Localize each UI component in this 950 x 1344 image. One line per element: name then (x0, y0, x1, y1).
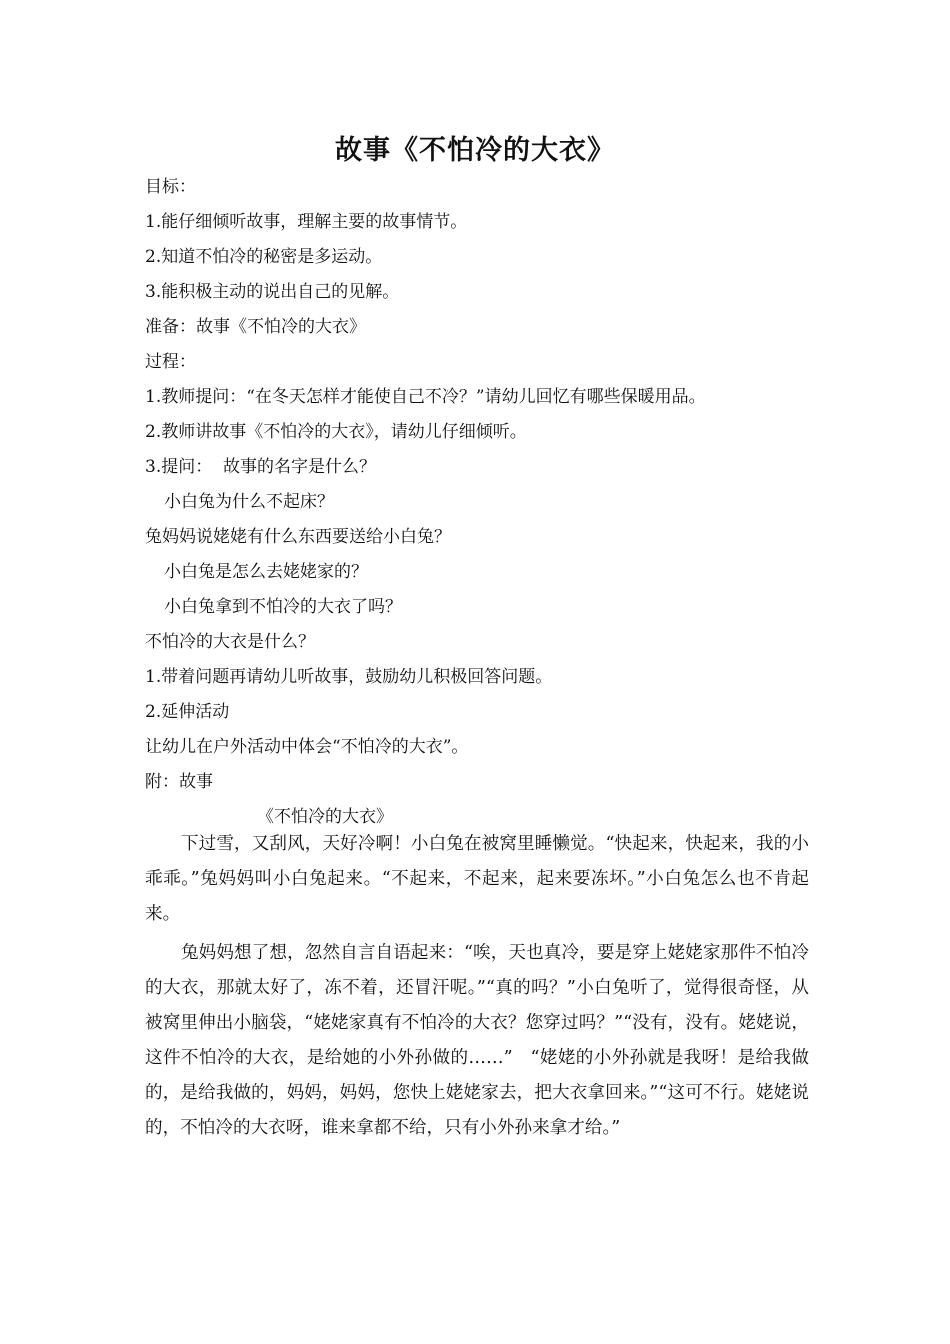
document-title: 故事《不怕冷的大衣》 (335, 135, 615, 166)
question-item: 小白兔是怎么去姥姥家的？ (164, 562, 368, 582)
process-item: 1.教师提问：“在冬天怎样才能使自己不冷？”请幼儿回忆有哪些保暖用品。 (145, 387, 706, 407)
goals-heading: 目标： (145, 177, 196, 197)
process-item: 1.带着问题再请幼儿听故事，鼓励幼儿积极回答问题。 (145, 667, 553, 687)
lesson-plan (145, 174, 809, 839)
story-body (145, 827, 809, 1150)
preparation-line: 准备：故事《不怕冷的大衣》 (145, 317, 366, 337)
extension-line: 让幼儿在户外活动中体会“不怕冷的大衣”。 (145, 737, 469, 757)
process-item: 3.提问： 故事的名字是什么？ (145, 457, 377, 477)
question-item: 不怕冷的大衣是什么？ (145, 632, 315, 652)
story-title: 《不怕冷的大衣》 (257, 807, 393, 827)
process-item: 2.延伸活动 (145, 702, 230, 722)
appendix-heading: 附：故事 (145, 772, 213, 792)
goal-item: 3.能积极主动的说出自己的见解。 (145, 282, 400, 302)
question-item: 小白兔拿到不怕冷的大衣了吗？ (164, 597, 402, 617)
goal-item: 1.能仔细倾听故事，理解主要的故事情节。 (145, 212, 468, 232)
goal-item: 2.知道不怕冷的秘密是多运动。 (145, 247, 383, 267)
story-paragraph: 兔妈妈想了想，忽然自言自语起来：“唉，天也真冷，要是穿上姥姥家那件不怕冷的大衣，那就太好了，冻不着，还冒汗呢。”“真的吗？”小白兔听了，觉得很奇怪，从被窝里伸出小脑袋，“姥姥家真有不怕冷的大衣？您穿过吗？”“没有，没有。姥姥说，这件不怕冷的大衣，是给她的小外孙做的……” “姥姥的小外孙就是我呀！是给我做的，是给我做的，妈妈，妈妈，您快上姥姥家去，把大衣拿回来。”“这可不行。姥姥说的，不怕冷的大衣呀，谁来拿都不给，只有小外孙来拿才给。” (145, 943, 809, 1138)
story-paragraph: 下过雪，又刮风，天好冷啊！小白兔在被窝里睡懒觉。“快起来，快起来，我的小乖乖。”兔妈妈叫小白兔起来。“不起来，不起来，起来要冻坏。”小白兔怎么也不肯起来。 (145, 834, 809, 924)
question-item: 兔妈妈说姥姥有什么东西要送给小白兔？ (145, 527, 451, 547)
process-item: 2.教师讲故事《不怕冷的大衣》，请幼儿仔细倾听。 (145, 422, 527, 442)
process-heading: 过程： (145, 352, 196, 372)
question-item: 小白兔为什么不起床？ (164, 492, 334, 512)
